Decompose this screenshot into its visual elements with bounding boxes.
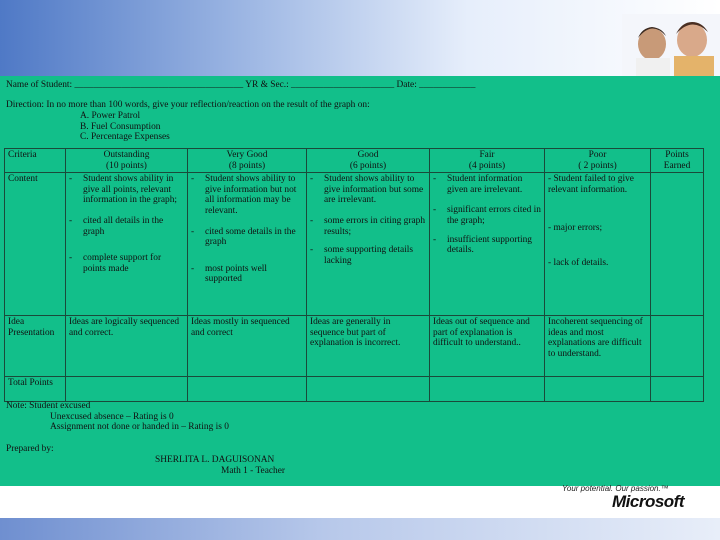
- idea-poor: Incoherent sequencing of ideas and most explanations are difficult to understand.: [545, 316, 651, 377]
- option-a: A. Power Patrol: [80, 111, 141, 121]
- header-poor: Poor ( 2 points): [545, 149, 651, 173]
- idea-very-good: Ideas mostly in sequenced and correct: [188, 316, 307, 377]
- content-fair: - Student information given are irrelevant. - significant errors cited in the graph; - insufficient supporting details.: [430, 173, 545, 316]
- idea-row: [5, 316, 704, 377]
- content-label: Content: [5, 173, 66, 316]
- children-photo: [622, 14, 720, 76]
- top-decorative-band: [0, 0, 720, 76]
- preparer-title: Math 1 - Teacher: [221, 465, 285, 476]
- prepared-by-label: Prepared by:: [6, 444, 54, 454]
- idea-label: Idea Presentation: [5, 316, 66, 377]
- option-b: B. Fuel Consumption: [80, 121, 161, 132]
- rubric-table: [4, 148, 704, 402]
- rubric-header-row: [5, 149, 704, 173]
- header-points-earned: Points Earned: [651, 149, 704, 173]
- total-cell: [545, 377, 651, 402]
- total-cell: [66, 377, 188, 402]
- content-points-cell: [651, 173, 704, 316]
- content-poor: - Student failed to give relevant information. - major errors; - lack of details.: [545, 173, 651, 316]
- content-row: [5, 173, 704, 316]
- preparer-block: [155, 455, 285, 476]
- note-line-1: Note: Student excused: [6, 401, 91, 411]
- note-line-2: Unexcused absence – Rating is 0: [50, 411, 174, 422]
- total-cell: [307, 377, 430, 402]
- content-very-good: - Student shows ability to give information but not all information may be relevant. - cited some details in the graph - most points well supported: [188, 173, 307, 316]
- bottom-decorative-band: [0, 518, 720, 540]
- total-row: [5, 377, 704, 402]
- rubric-sheet: [0, 76, 720, 486]
- header-criteria: Criteria: [5, 149, 66, 173]
- content-good: - Student shows ability to give information but some are irrelevant. - some errors in citing graph results; - some supporting details lacking: [307, 173, 430, 316]
- note-line-3: Assignment not done or handed in – Rating is 0: [50, 422, 229, 433]
- idea-good: Ideas are generally in sequence but part of explanation is incorrect.: [307, 316, 430, 377]
- header-outstanding: Outstanding (10 points): [66, 149, 188, 173]
- header-fair: Fair (4 points): [430, 149, 545, 173]
- option-c: C. Percentage Expenses: [80, 132, 170, 142]
- tagline: Your potential. Our passion.™: [562, 484, 669, 493]
- idea-fair: Ideas out of sequence and part of explanation is difficult to understand..: [430, 316, 545, 377]
- total-label: Total Points: [5, 377, 66, 402]
- preparer-name: SHERLITA L. DAGUISONAN: [155, 455, 275, 465]
- total-cell: [188, 377, 307, 402]
- student-info-line: Name of Student: ____________________________________ YR & Sec.: ______________________ Date: ____________: [6, 80, 476, 90]
- total-cell: [430, 377, 545, 402]
- content-outstanding: - Student shows ability in give all points, relevant information in the graph; - cited all details in the graph - complete support for points made: [66, 173, 188, 316]
- header-good: Good (6 points): [307, 149, 430, 173]
- header-very-good: Very Good (8 points): [188, 149, 307, 173]
- idea-points-cell: [651, 316, 704, 377]
- total-cell: [651, 377, 704, 402]
- idea-outstanding: Ideas are logically sequenced and correct.: [66, 316, 188, 377]
- notes-block: [6, 401, 229, 433]
- microsoft-logo: Microsoft: [612, 492, 684, 511]
- direction-text: Direction: In no more than 100 words, give your reflection/reaction on the result of the graph on:: [6, 100, 370, 110]
